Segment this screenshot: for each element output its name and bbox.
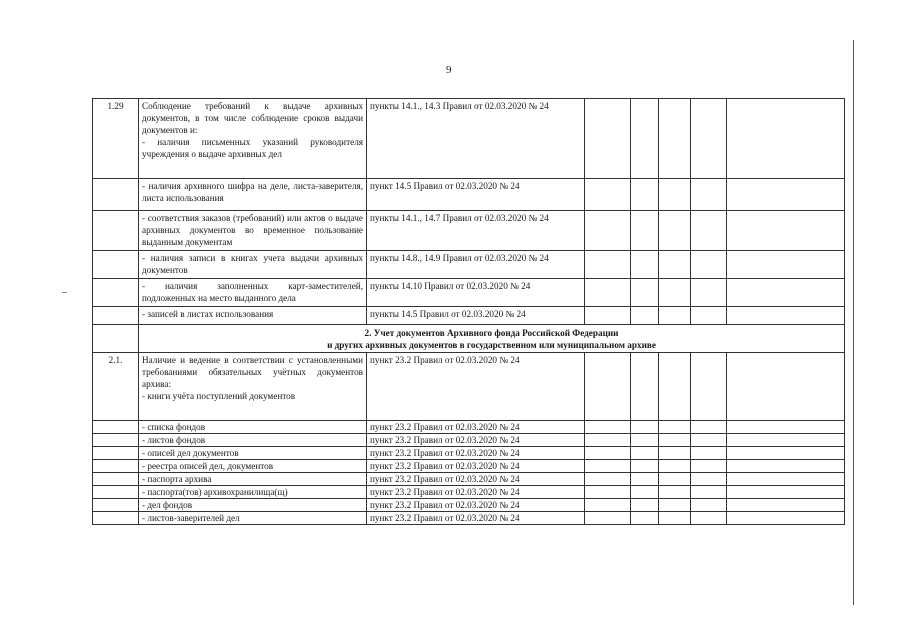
reference-cell: пункты 14.1., 14.3 Правил от 02.03.2020 № 24 [367,99,585,179]
table-row [93,499,845,512]
reference-cell: пункт 23.2 Правил от 02.03.2020 № 24 [367,499,585,512]
requirement-cell: - описей дел документов [139,447,367,460]
section-header-row [93,325,845,353]
answer-extra-cell [691,499,727,512]
table-row [93,512,845,525]
answer-na-cell [659,473,691,486]
answer-yes-cell [585,434,631,447]
answer-no-cell [631,99,659,179]
requirement-cell: - наличия заполненных карт-заместителей, подложенных на место выданного дела [139,279,367,307]
table-row [93,251,845,279]
notes-cell [727,307,845,325]
item-number [93,279,139,307]
answer-na-cell [659,353,691,421]
table-row [93,447,845,460]
requirement-cell: - наличия архивного шифра на деле, листа-заверителя, листа использования [139,179,367,211]
answer-yes-cell [585,486,631,499]
section-title-line-2: и других архивных документов в государственном или муниципальном архиве [327,340,656,350]
answer-extra-cell [691,473,727,486]
answer-na-cell [659,99,691,179]
answer-extra-cell [691,447,727,460]
answer-na-cell [659,421,691,434]
table-row [93,460,845,473]
reference-cell: пункты 14.10 Правил от 02.03.2020 № 24 [367,279,585,307]
notes-cell [727,179,845,211]
answer-extra-cell [691,353,727,421]
answer-no-cell [631,251,659,279]
answer-no-cell [631,486,659,499]
answer-extra-cell [691,251,727,279]
checklist-table [92,98,845,525]
answer-extra-cell [691,179,727,211]
item-number [93,179,139,211]
answer-no-cell [631,434,659,447]
requirement-cell: - листов-заверителей дел [139,512,367,525]
notes-cell [727,486,845,499]
table-row [93,473,845,486]
table-row [93,307,845,325]
reference-cell: пункт 23.2 Правил от 02.03.2020 № 24 [367,460,585,473]
answer-yes-cell [585,473,631,486]
answer-yes-cell [585,447,631,460]
item-number: 1.29 [93,99,139,179]
answer-na-cell [659,307,691,325]
reference-cell: пункты 14.5 Правил от 02.03.2020 № 24 [367,307,585,325]
table-row [93,486,845,499]
item-number [93,447,139,460]
reference-cell: пункт 23.2 Правил от 02.03.2020 № 24 [367,434,585,447]
notes-cell [727,434,845,447]
table-row [93,279,845,307]
answer-yes-cell [585,211,631,251]
answer-na-cell [659,460,691,473]
notes-cell [727,421,845,434]
answer-na-cell [659,434,691,447]
answer-no-cell [631,353,659,421]
item-number [93,421,139,434]
answer-no-cell [631,307,659,325]
reference-cell: пункт 23.2 Правил от 02.03.2020 № 24 [367,486,585,499]
notes-cell [727,99,845,179]
answer-no-cell [631,499,659,512]
answer-no-cell [631,279,659,307]
notes-cell [727,499,845,512]
notes-cell [727,447,845,460]
answer-na-cell [659,251,691,279]
answer-extra-cell [691,434,727,447]
section-number-cell [93,325,139,353]
answer-extra-cell [691,486,727,499]
answer-na-cell [659,179,691,211]
item-number [93,486,139,499]
page-edge-line [853,40,854,605]
reference-cell: пункт 23.2 Правил от 02.03.2020 № 24 [367,353,585,421]
requirement-cell: - реестра описей дел, документов [139,460,367,473]
answer-yes-cell [585,512,631,525]
notes-cell [727,460,845,473]
notes-cell [727,473,845,486]
requirement-cell: - списка фондов [139,421,367,434]
answer-na-cell [659,499,691,512]
answer-extra-cell [691,211,727,251]
section-title-line-1: 2. Учет документов Архивного фонда Российской Федерации [364,328,619,338]
notes-cell [727,353,845,421]
item-number [93,512,139,525]
notes-cell [727,251,845,279]
requirement-cell: - дел фондов [139,499,367,512]
answer-yes-cell [585,307,631,325]
requirement-cell: - листов фондов [139,434,367,447]
answer-yes-cell [585,179,631,211]
answer-yes-cell [585,279,631,307]
requirement-cell: - наличия записи в книгах учета выдачи архивных документов [139,251,367,279]
notes-cell [727,211,845,251]
reference-cell: пункты 14.8., 14.9 Правил от 02.03.2020 № 24 [367,251,585,279]
answer-no-cell [631,211,659,251]
answer-yes-cell [585,99,631,179]
item-number [93,251,139,279]
answer-yes-cell [585,460,631,473]
answer-no-cell [631,512,659,525]
table-row [93,211,845,251]
answer-no-cell [631,421,659,434]
answer-extra-cell [691,99,727,179]
requirement-cell: - соответствия заказов (требований) или актов о выдаче архивных документов во временное пользование выданным документам [139,211,367,251]
answer-yes-cell [585,421,631,434]
answer-extra-cell [691,279,727,307]
reference-cell: пункт 14.5 Правил от 02.03.2020 № 24 [367,179,585,211]
answer-na-cell [659,211,691,251]
answer-no-cell [631,460,659,473]
requirement-cell: - паспорта архива [139,473,367,486]
item-number [93,499,139,512]
item-number [93,473,139,486]
page-number: 9 [446,64,452,76]
answer-yes-cell [585,499,631,512]
notes-cell [727,279,845,307]
requirement-cell: - паспорта(тов) архивохранилища(щ) [139,486,367,499]
requirement-cell: - записей в листах использования [139,307,367,325]
answer-na-cell [659,447,691,460]
answer-na-cell [659,512,691,525]
answer-extra-cell [691,421,727,434]
item-number [93,307,139,325]
reference-cell: пункты 14.1., 14.7 Правил от 02.03.2020 № 24 [367,211,585,251]
answer-na-cell [659,279,691,307]
scan-mark [62,292,67,293]
requirement-cell: Соблюдение требований к выдаче архивных документов, в том числе соблюдение сроков выдачи документов и: - наличия письменных указаний руководителя учреждения о выдаче архивных дел [139,99,367,179]
answer-extra-cell [691,512,727,525]
answer-extra-cell [691,460,727,473]
reference-cell: пункт 23.2 Правил от 02.03.2020 № 24 [367,512,585,525]
item-number [93,460,139,473]
section-title [139,325,845,353]
table-row [93,421,845,434]
answer-yes-cell [585,353,631,421]
answer-no-cell [631,447,659,460]
item-number: 2.1. [93,353,139,421]
requirement-cell: Наличие и ведение в соответствии с установленными требованиями обязательных учётных документов архива: - книги учёта поступлений документов [139,353,367,421]
answer-extra-cell [691,307,727,325]
reference-cell: пункт 23.2 Правил от 02.03.2020 № 24 [367,447,585,460]
table-row [93,353,845,421]
table-row [93,434,845,447]
answer-yes-cell [585,251,631,279]
answer-no-cell [631,179,659,211]
item-number [93,434,139,447]
answer-no-cell [631,473,659,486]
answer-na-cell [659,486,691,499]
reference-cell: пункт 23.2 Правил от 02.03.2020 № 24 [367,421,585,434]
notes-cell [727,512,845,525]
reference-cell: пункт 23.2 Правил от 02.03.2020 № 24 [367,473,585,486]
table-row [93,99,845,179]
item-number [93,211,139,251]
table-row [93,179,845,211]
